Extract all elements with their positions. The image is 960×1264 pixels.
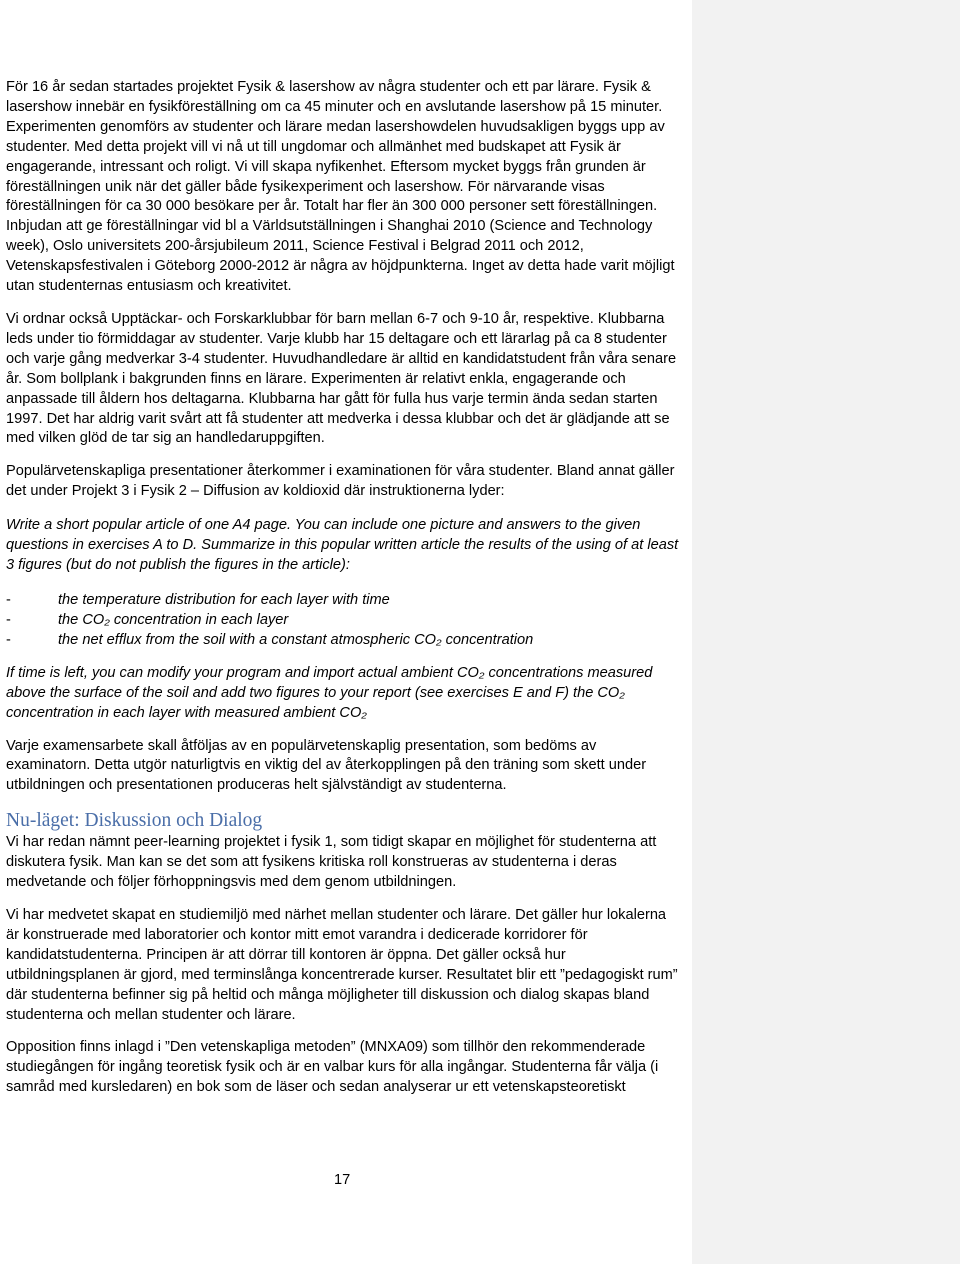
- paragraph-lasershow-body: Med detta projekt vill vi nå ut till ungdomar och allmänhet med budskapet att Fysik är engagerande, intressant och roligt. Vi vill skapa nyfikenhet. Eftersom mycket byggs från grunden är föreställningen unik när det gäller både fysikexperiment och lasershow. För närvarande visas föreställningen för ca 30 000 besökare per år. Totalt har fler än 300 000 personer sett föreställningen. Inbjudan att ge föreställningar vid bl a Världsutställningen i Shanghai 2010 (Science and Technology week), Oslo universitets 200-årsjubileum 2011, Science Festival i Belgrad 2011 och 2012, Vetenskapsfestivalen i Göteborg 2000-2012 är några av höjdpunkterna. Inget av detta hade varit möjligt utan studenternas entusiasm och kreativitet.: [6, 138, 675, 295]
- paragraph-extra-task: If time is left, you can modify your program and import actual ambient CO₂ concentrations measured above the surface of the soil and add two figures to your report (see exercises E and F) the CO₂ concentration in each layer with measured ambient CO₂: [6, 664, 653, 721]
- list-dash: -: [6, 611, 11, 628]
- list-item: [6, 630, 680, 650]
- document-page: [6, 78, 680, 1098]
- list-item-text: the temperature distribution for each layer with time: [58, 591, 390, 608]
- section-heading: Nu-läget: Diskussion och Dialog: [6, 810, 263, 832]
- figure-list: [6, 590, 680, 650]
- paragraph-opposition: Opposition finns inlagd i ”Den vetenskapliga metoden” (MNXA09) som tillhör den rekommenderade studiegången för ingång teoretisk fysik och är en valbar kurs för alla ingångar. Studenterna får välja (i samråd med kursledaren) en bok som de läser och sedan analyserar ur ett vetenskapsteoretiskt: [6, 1039, 659, 1096]
- list-item-text: the net efflux from the soil with a constant atmospheric CO₂ concentration: [58, 631, 534, 648]
- page-number: 17: [334, 1172, 351, 1188]
- comment-margin-panel: [692, 0, 960, 1264]
- list-item: [6, 610, 680, 630]
- paragraph-lasershow: [6, 78, 680, 297]
- paragraph-study-environment: Vi har medvetet skapat en studiemiljö med närhet mellan studenter och lärare. Det gäller hur lokalerna är konstruerade med laboratorier och kontor mitt emot varandra i dedicerade korridorer för kandidatstudenterna. Principen är att dörrar till kontoren är öppna. Det gäller också hur utbildningsplanen är gjord, med terminslånga koncentrerade kurser. Resultatet blir ett ”pedagogiskt rum” där studenterna befinner sig på heltid och många möjligheter till diskussion och dialog skapas bland studenterna och mellan studenter och lärare.: [6, 907, 678, 1023]
- paragraph-clubs: Vi ordnar också Upptäckar- och Forskarklubbar för barn mellan 6-7 och 9-10 år, respektive. Klubbarna leds under tio förmiddagar av studenter. Varje klubb har 15 deltagare och ett lärarlag på ca 8 studenter och varje gång medverkar 3-4 studenter. Huvudhandledare är alltid en kandidatstudent från våra senare år. Som bollplank i bakgrunden finns en lärare. Experimenten är relativt enkla, engagerande och anpassade till åldern hos deltagarna. Klubbarna har gått för fulla hus varje termin ända sedan starten 1997. Det har aldrig varit svårt att få studenter att medverka i dessa klubbar och det är glädjande att se med vilken glöd de tar sig an handledaruppgiften.: [6, 310, 677, 447]
- paragraph-popular-science: Populärvetenskapliga presentationer återkommer i examinationen för våra studenter. Bland annat gäller det under Projekt 3 i Fysik 2 – Diffusion av koldioxid där instruktionerna lyder:: [6, 463, 675, 500]
- list-dash: -: [6, 631, 11, 648]
- paragraph-lasershow-intro: För 16 år sedan startades projektet Fysik & lasershow av några studenter och ett par lärare. Fysik & lasershow innebär en fysikföreställning om ca 45 minuter och en avslutande lasershow på 15 minuter. Experimenten genomförs av studenter och lärare medan lasershowdelen huvudsakligen byggs upp av studenter.: [6, 79, 665, 155]
- list-dash: -: [6, 591, 11, 608]
- paragraph-peer-learning: Vi har redan nämnt peer-learning projektet i fysik 1, som tidigt skapar en möjlighet för studenterna att diskutera fysik. Man kan se det som att fysikens kritiska roll konstrueras av studenterna i deras medvetande och följer förhoppningsvis med dem genom utbildningen.: [6, 834, 657, 891]
- paragraph-thesis: Varje examensarbete skall åtföljas av en populärvetenskaplig presentation, som bedöms av examinatorn. Detta utgör naturligtvis en viktig del av återkopplingen på den träning som skett under utbildningen och presentationen produceras helt självständigt av studenterna.: [6, 737, 647, 794]
- paragraph-instructions: Write a short popular article of one A4 page. You can include one picture and answers to the given questions in exercises A to D. Summarize in this popular written article the results of the using of at least 3 figures (but do not publish the figures in the article):: [6, 517, 679, 573]
- list-item: [6, 590, 680, 610]
- list-item-text: the CO₂ concentration in each layer: [58, 611, 289, 628]
